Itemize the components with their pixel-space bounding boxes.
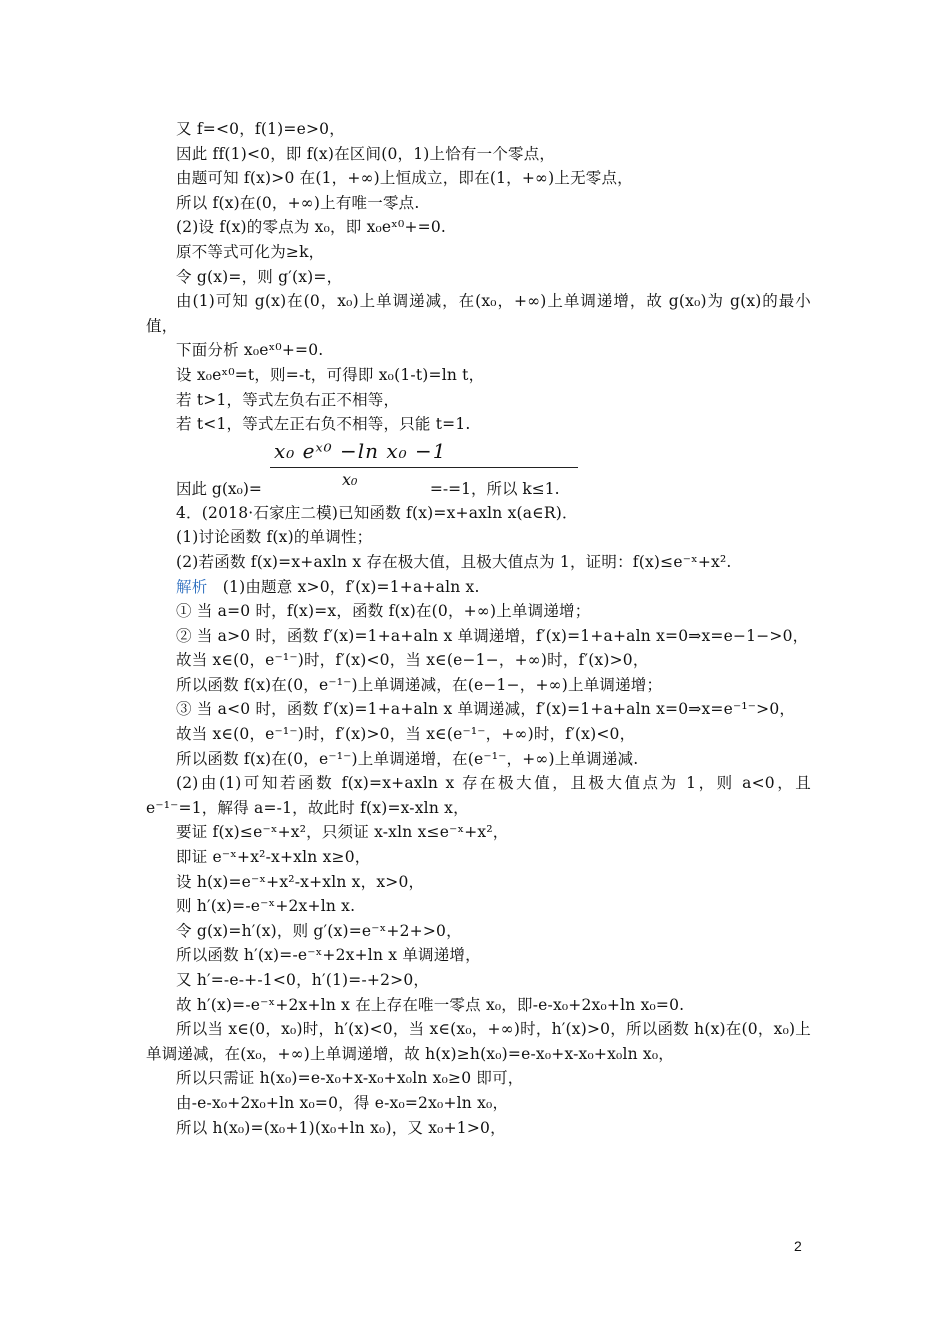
text-line: 所以函数 h′(x)=-e⁻ˣ+2x+ln x 单调递增， bbox=[176, 946, 481, 965]
text-line: 所以函数 f(x)在(0，e⁻¹⁻)上单调递减，在(e−1−，+∞)上单调递增； bbox=[176, 675, 663, 694]
fraction-prefix: 因此 g(x₀)= bbox=[176, 479, 262, 498]
text-line: 下面分析 x₀eˣ⁰+=0. bbox=[176, 341, 324, 360]
text-line: ① 当 a=0 时，f(x)=x，函数 f(x)在(0，+∞)上单调递增； bbox=[176, 602, 591, 621]
fraction-numerator: x₀ eˣ⁰ −ln x₀ −1 bbox=[274, 438, 447, 463]
solution-first-line: (1)由题意 x>0，f′(x)=1+a+aln x. bbox=[222, 577, 480, 596]
text-line: 即证 e⁻ˣ+x²-x+xln x≥0， bbox=[176, 848, 371, 867]
text-line: 所以 h(x₀)=(x₀+1)(x₀+ln x₀)，又 x₀+1>0， bbox=[176, 1118, 506, 1137]
text-line: 令 g(x)=，则 g′(x)=， bbox=[176, 267, 343, 286]
text-line: 故当 x∈(0，e⁻¹⁻)时，f′(x)>0，当 x∈(e⁻¹⁻，+∞)时，f′(x)<0， bbox=[176, 725, 636, 744]
text-line: 则 h′(x)=-e⁻ˣ+2x+ln x. bbox=[176, 897, 356, 916]
fraction-bar bbox=[270, 467, 578, 468]
fraction-suffix: =-=1，所以 k≤1. bbox=[429, 479, 560, 498]
text-line: 要证 f(x)≤e⁻ˣ+x²，只须证 x-xln x≤e⁻ˣ+x²， bbox=[176, 823, 509, 842]
text-line: 若 t>1，等式左负右正不相等， bbox=[176, 390, 400, 409]
text-line: 因此 ff(1)<0，即 f(x)在区间(0，1)上恰有一个零点， bbox=[176, 144, 556, 163]
text-line: 又 f=<0，f(1)=e>0， bbox=[176, 120, 345, 138]
text-line: 所以只需证 h(x₀)=e-x₀+x-x₀+x₀ln x₀≥0 即可， bbox=[176, 1069, 524, 1088]
page-content bbox=[146, 117, 811, 1140]
fraction-block bbox=[146, 437, 811, 501]
text-line: 又 h′=-e-+-1<0，h′(1)=-+2>0， bbox=[176, 971, 430, 989]
solution-label: 解析 bbox=[176, 577, 208, 596]
text-paragraph: ② 当 a>0 时，函数 f′(x)=1+a+aln x 单调递增，f′(x)=1+a+aln x=0⇒x=e−1−>0， bbox=[176, 626, 809, 645]
fraction-line bbox=[146, 477, 811, 502]
text-line: 所以函数 f(x)在(0，e⁻¹⁻)上单调递增，在(e⁻¹⁻，+∞)上单调递减. bbox=[176, 749, 639, 768]
text-paragraph: (2)由(1)可知若函数 f(x)=x+axln x 存在极大值，且极大值点为 1，则 a<0，且 e⁻¹⁻=1，解得 a=-1，故此时 f(x)=x-xln x， bbox=[146, 774, 811, 817]
text-line: 故当 x∈(0，e⁻¹⁻)时，f′(x)<0，当 x∈(e−1−，+∞)时，f′(x)>0， bbox=[176, 651, 649, 670]
text-line: 故 h′(x)=-e⁻ˣ+2x+ln x 在上存在唯一零点 x₀，即-e-x₀+2x₀+ln x₀=0. bbox=[176, 995, 685, 1014]
text-line: (2)设 f(x)的零点为 x₀，即 x₀eˣ⁰+=0. bbox=[176, 218, 447, 237]
text-line: 由题可知 f(x)>0 在(1，+∞)上恒成立，即在(1，+∞)上无零点， bbox=[176, 169, 633, 188]
question-2: (2)若函数 f(x)=x+axln x 存在极大值，且极大值点为 1，证明：f(x)≤e⁻ˣ+x². bbox=[176, 552, 732, 571]
text-line: 令 g(x)=h′(x)，则 g′(x)=e⁻ˣ+2+>0， bbox=[176, 921, 462, 940]
text-paragraph: ③ 当 a<0 时，函数 f′(x)=1+a+aln x 单调递减，f′(x)=1+a+aln x=0⇒x=e⁻¹⁻>0， bbox=[176, 700, 796, 719]
text-line: 原不等式可化为≥k， bbox=[176, 242, 325, 261]
text-line: 所以 f(x)在(0，+∞)上有唯一零点. bbox=[176, 193, 420, 212]
text-line: 由-e-x₀+2x₀+ln x₀=0，得 e-x₀=2x₀+ln x₀， bbox=[176, 1093, 509, 1112]
text-line: 设 x₀eˣ⁰=t，则=-t，可得即 x₀(1-t)=ln t， bbox=[176, 365, 485, 384]
text-line: 设 h(x)=e⁻ˣ+x²-x+xln x，x>0， bbox=[176, 872, 425, 891]
text-paragraph: 所以当 x∈(0，x₀)时，h′(x)<0，当 x∈(x₀，+∞)时，h′(x)>0，所以函数 h(x)在(0，x₀)上单调递减，在(x₀，+∞)上单调递增，故 h(x)≥h(x₀)=e-x₀+x-x₀+x₀ln x₀， bbox=[146, 1020, 811, 1063]
question-1: (1)讨论函数 f(x)的单调性； bbox=[176, 528, 373, 547]
text-paragraph: 由(1)可知 g(x)在(0，x₀)上单调递减，在(x₀，+∞)上单调递增，故 g(x₀)为 g(x)的最小值， bbox=[146, 292, 811, 335]
solution-start bbox=[146, 575, 811, 600]
fraction-denominator: x₀ bbox=[342, 469, 358, 489]
problem-stem: 4．(2018·石家庄二模)已知函数 f(x)=x+axln x(a∈R)． bbox=[176, 503, 578, 522]
text-line: 若 t<1，等式左正右负不相等，只能 t=1. bbox=[176, 415, 471, 434]
page-number: 2 bbox=[794, 1238, 802, 1254]
